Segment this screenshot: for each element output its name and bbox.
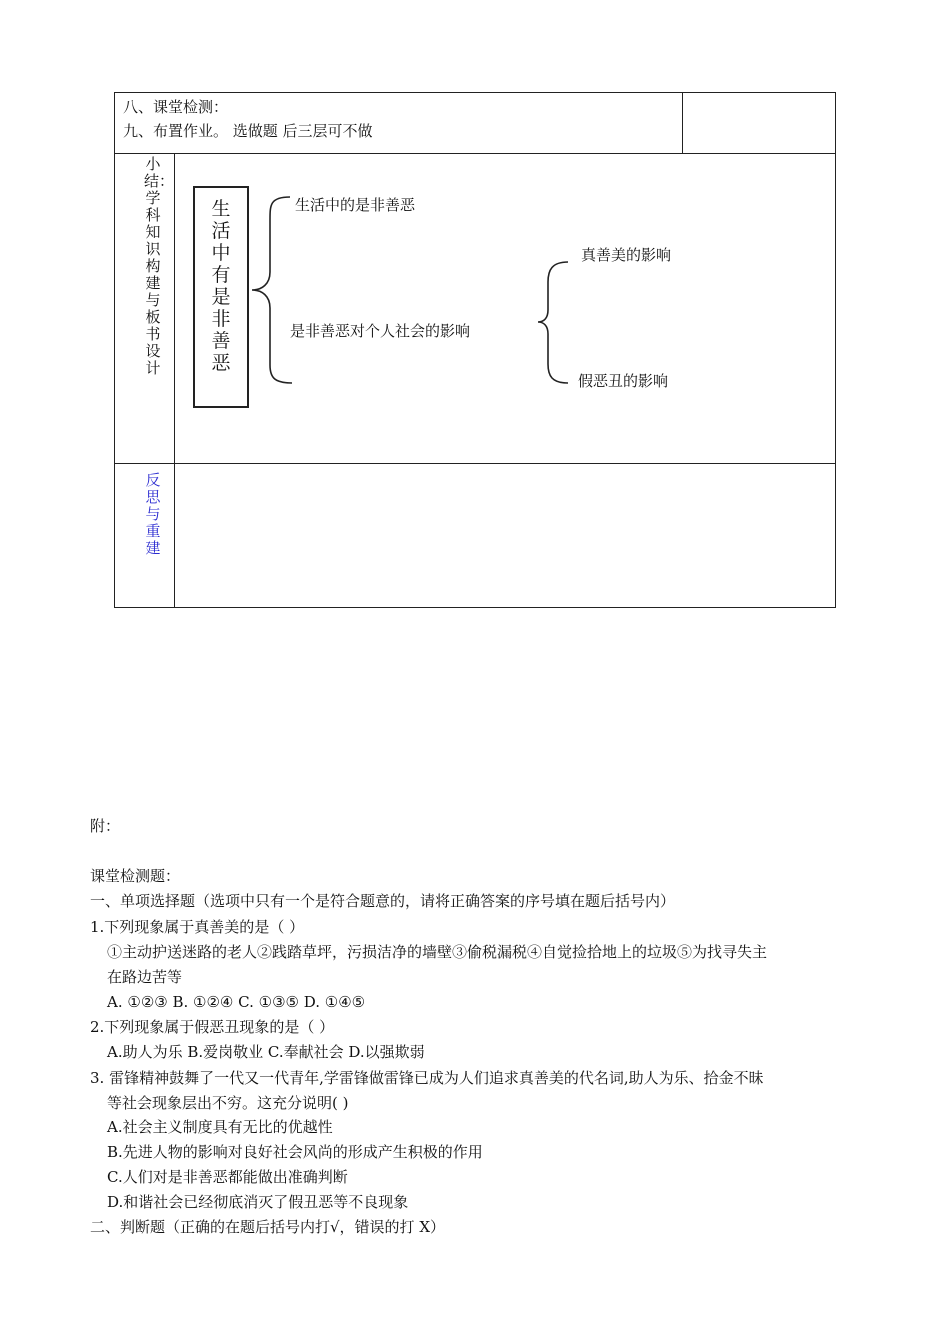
branch-life-right-wrong: 生活中的是非善恶 (295, 196, 416, 214)
q2-options: A.助人为乐 B.爱岗敬业 C.奉献社会 D.以强欺弱 (107, 1043, 425, 1061)
q3-option-c: C.人们对是非善恶都能做出准确判断 (107, 1168, 348, 1186)
q1-detail-line2: 在路边苦等 (107, 968, 183, 986)
homework-heading: 九、布置作业。 选做题 后三层可不做 (123, 122, 373, 140)
q1-stem: 1.下列现象属于真善美的是（ ） (90, 918, 305, 936)
concept-root-text: 生活中有是非善恶 (211, 198, 231, 374)
sub-branch-good: 真善美的影响 (581, 246, 672, 264)
q3-option-b: B.先进人物的影响对良好社会风尚的形成产生积极的作用 (107, 1143, 483, 1161)
section-1-heading: 一、单项选择题（选项中只有一个是符合题意的，请将正确答案的序号填在题后括号内） (90, 892, 676, 910)
q3-option-d: D.和谐社会已经彻底消灭了假丑恶等不良现象 (107, 1193, 409, 1211)
test-title: 课堂检测题： (90, 867, 181, 885)
branch-influence: 是非善恶对个人社会的影响 (290, 322, 471, 340)
classroom-test-heading: 八、课堂检测： (123, 98, 229, 116)
section-2-heading: 二、判断题（正确的在题后括号内打√，错误的打 X） (90, 1218, 446, 1236)
q1-options: A. ①②③ B. ①②④ C. ①③⑤ D. ①④⑤ (107, 993, 366, 1011)
summary-label: 小结：学科知识构建与板书设计 (144, 155, 175, 377)
sub-branch-bad: 假恶丑的影响 (578, 372, 669, 390)
q1-detail-line1: ①主动护送迷路的老人②践踏草坪，污损洁净的墙壁③偷税漏税④自觉捡拾地上的垃圾⑤为找寻失主 (107, 943, 768, 961)
q2-stem: 2.下列现象属于假恶丑现象的是（ ） (90, 1018, 335, 1036)
q3-option-a: A.社会主义制度具有无比的优越性 (107, 1118, 333, 1136)
q3-stem-line1: 3. 雷锋精神鼓舞了一代又一代青年,学雷锋做雷锋已成为人们追求真善美的代名词,助人为乐、拾金不昧 (90, 1069, 764, 1087)
q3-stem-line2: 等社会现象层出不穷。这充分说明( ) (107, 1094, 349, 1112)
appendix-label: 附： (90, 817, 121, 835)
reflection-label: 反思与重建 (145, 471, 161, 557)
